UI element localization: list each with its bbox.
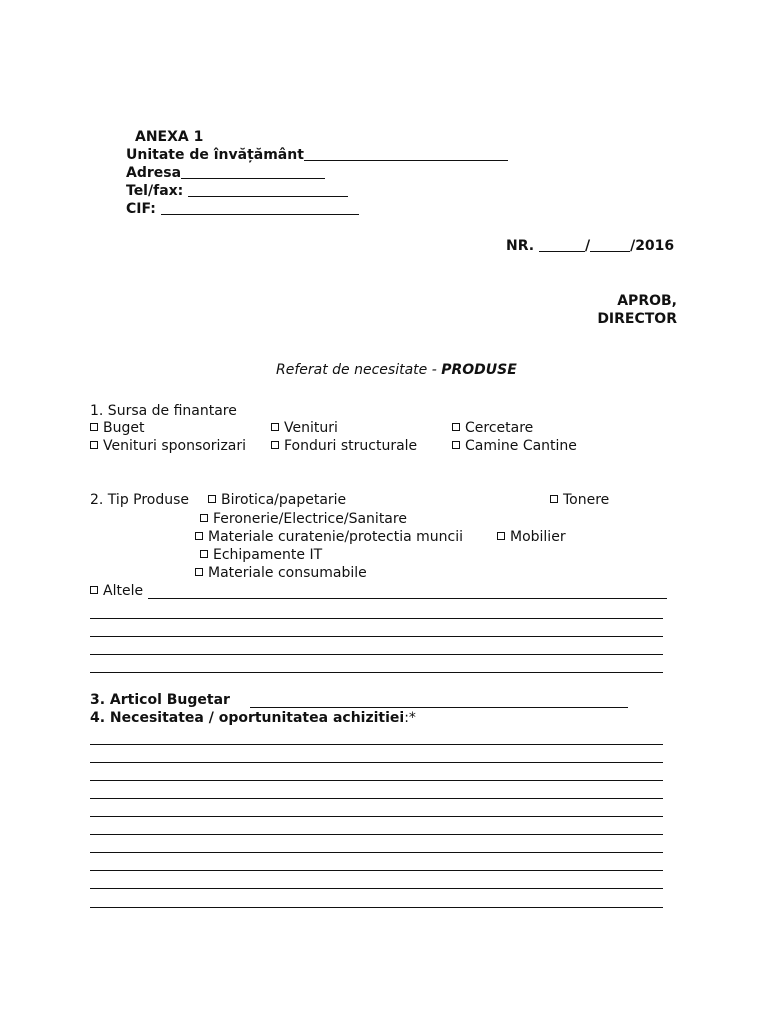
telfax-field[interactable]	[188, 182, 348, 197]
section4-label: 4. Necesitatea / oportunitatea achizitiei	[90, 710, 405, 726]
checkbox-icon[interactable]	[550, 495, 558, 503]
checkbox-icon[interactable]	[208, 495, 216, 503]
checkbox-icon[interactable]	[200, 550, 208, 558]
anexa-label: ANEXA 1	[135, 129, 204, 145]
cif-label: CIF:	[126, 201, 156, 217]
option-cercetare[interactable]	[452, 419, 533, 437]
option-label: Tonere	[563, 492, 610, 508]
option-label: Fonduri structurale	[284, 438, 418, 454]
unitate-field[interactable]	[304, 146, 508, 161]
checkbox-icon[interactable]	[452, 441, 460, 449]
title-emphasis: PRODUSE	[441, 362, 517, 378]
nr-date-field[interactable]	[590, 237, 630, 252]
telfax-label: Tel/fax:	[126, 183, 184, 199]
necesitate-line[interactable]	[90, 834, 663, 835]
option-label: Mobilier	[510, 529, 566, 545]
option-buget[interactable]	[90, 419, 144, 437]
option-altele[interactable]	[90, 582, 143, 600]
option-label: Feronerie/Electrice/Sanitare	[213, 511, 407, 527]
director-label: DIRECTOR	[597, 311, 677, 327]
necesitate-line[interactable]	[90, 744, 663, 745]
title-prefix: Referat de necesitate -	[276, 362, 442, 378]
nr-year: /2016	[630, 238, 675, 254]
necesitate-line[interactable]	[90, 852, 663, 853]
section1-heading: 1. Sursa de finantare	[90, 403, 237, 419]
checkbox-icon[interactable]	[195, 568, 203, 576]
option-echipamente-it[interactable]	[200, 546, 322, 564]
nr-separator: /	[584, 238, 591, 254]
necesitate-line[interactable]	[90, 762, 663, 763]
checkbox-icon[interactable]	[452, 423, 460, 431]
option-label: Altele	[103, 583, 144, 599]
nr-label: NR.	[506, 238, 535, 254]
aprob-label: APROB,	[617, 293, 677, 309]
option-label: Materiale consumabile	[208, 565, 367, 581]
necesitate-line[interactable]	[90, 907, 663, 908]
option-label: Camine Cantine	[465, 438, 577, 454]
adresa-label: Adresa	[126, 165, 182, 181]
option-label: Birotica/papetarie	[221, 492, 347, 508]
option-label: Venituri sponsorizari	[103, 438, 247, 454]
adresa-field[interactable]	[181, 164, 325, 179]
section2-heading: 2. Tip Produse	[90, 492, 190, 508]
necesitate-line[interactable]	[90, 798, 663, 799]
altele-line[interactable]	[90, 618, 663, 619]
necesitate-line[interactable]	[90, 780, 663, 781]
option-label: Echipamente IT	[213, 547, 323, 563]
checkbox-icon[interactable]	[195, 532, 203, 540]
section4-heading	[90, 709, 416, 727]
unitate-label: Unitate de învățământ	[126, 147, 304, 163]
option-tonere[interactable]	[550, 491, 609, 509]
option-fonduri-structurale[interactable]	[271, 437, 417, 455]
option-venituri-sponsorizari[interactable]	[90, 437, 246, 455]
checkbox-icon[interactable]	[200, 514, 208, 522]
option-materiale-consumabile[interactable]	[195, 564, 367, 582]
telfax-row	[126, 182, 348, 200]
articol-bugetar-field[interactable]	[250, 707, 628, 708]
necesitate-line[interactable]	[90, 870, 663, 871]
necesitate-line[interactable]	[90, 816, 663, 817]
document-title	[276, 361, 517, 379]
cif-row	[126, 200, 359, 218]
altele-field-line[interactable]	[148, 598, 667, 599]
checkbox-icon[interactable]	[90, 441, 98, 449]
cif-field[interactable]	[161, 200, 359, 215]
checkbox-icon[interactable]	[90, 586, 98, 594]
option-venituri[interactable]	[271, 419, 338, 437]
option-feronerie[interactable]	[200, 510, 407, 528]
nr-number-field[interactable]	[539, 237, 585, 252]
altele-line[interactable]	[90, 672, 663, 673]
option-mobilier[interactable]	[497, 528, 566, 546]
nr-row	[506, 237, 674, 255]
necesitate-line[interactable]	[90, 888, 663, 889]
option-label: Materiale curatenie/protectia muncii	[208, 529, 464, 545]
checkbox-icon[interactable]	[271, 441, 279, 449]
section3-heading: 3. Articol Bugetar	[90, 692, 230, 708]
checkbox-icon[interactable]	[90, 423, 98, 431]
option-materiale-curatenie[interactable]	[195, 528, 463, 546]
adresa-row	[126, 164, 325, 182]
checkbox-icon[interactable]	[271, 423, 279, 431]
option-label: Buget	[103, 420, 145, 436]
option-birotica[interactable]	[208, 491, 346, 509]
altele-line[interactable]	[90, 636, 663, 637]
unitate-row	[126, 146, 508, 164]
option-label: Venituri	[284, 420, 338, 436]
altele-line[interactable]	[90, 654, 663, 655]
option-camine-cantine[interactable]	[452, 437, 577, 455]
option-label: Cercetare	[465, 420, 534, 436]
checkbox-icon[interactable]	[497, 532, 505, 540]
section4-suffix: :*	[404, 710, 416, 726]
